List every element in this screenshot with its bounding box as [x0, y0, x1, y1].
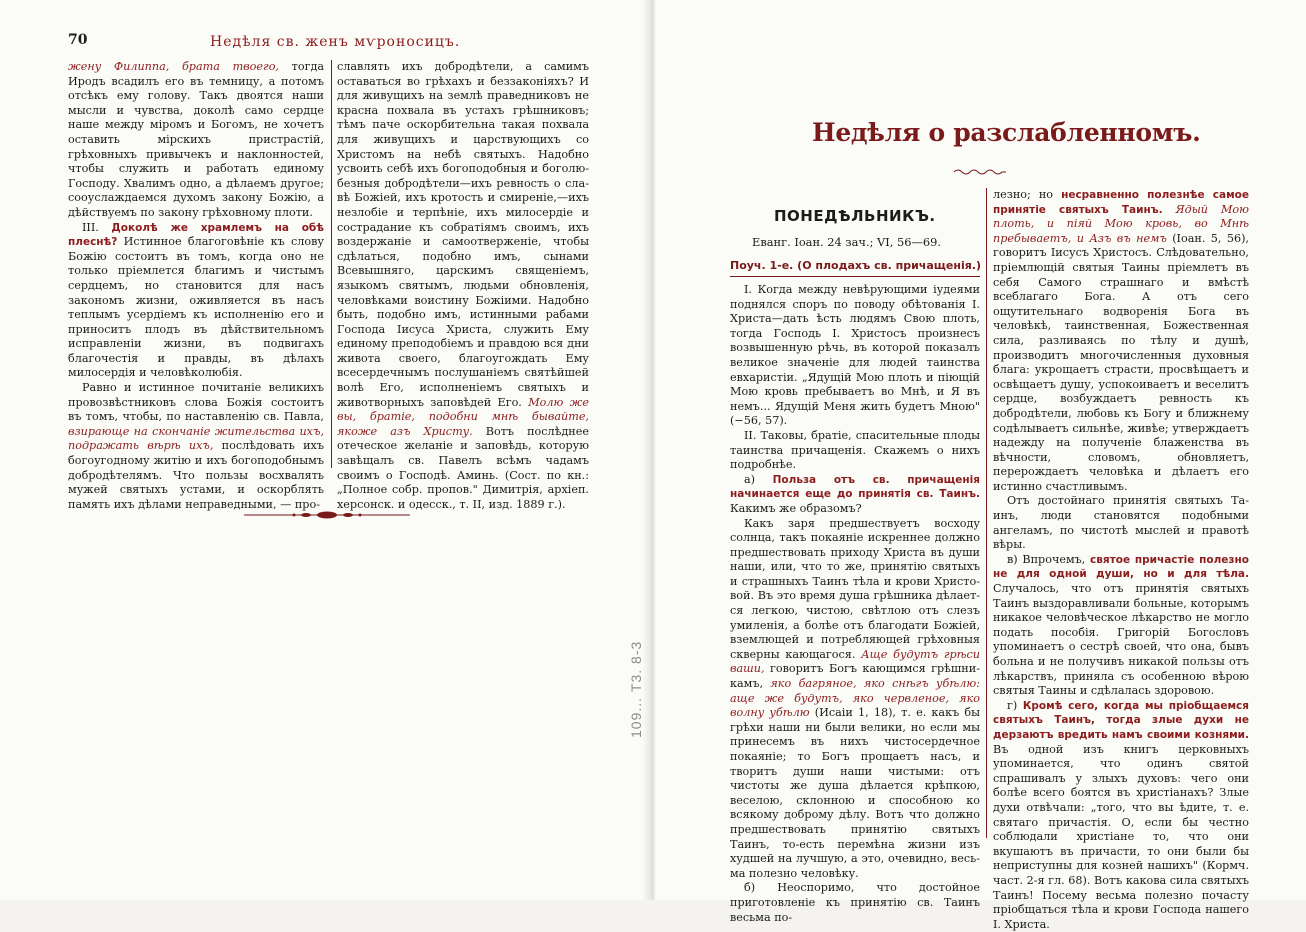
- quote-italic: Аще будутъ грѣси ваши,: [730, 647, 981, 676]
- page-number: 70: [68, 32, 88, 48]
- quote-italic: Ядый Мою плоть, и піяй Мою кровь, во Мнѣ пребываетъ, и Азъ въ немъ: [993, 202, 1249, 245]
- spacer: [1163, 203, 1176, 216]
- paragraph: II. Таковы, братіе, спасительные плоды таинства причащенія. Скажемъ о нихъ подробнѣе.: [730, 428, 980, 472]
- paragraph: [730, 517, 980, 882]
- left-page: [0, 0, 650, 900]
- left-column-1: [68, 60, 324, 512]
- end-ornament: [244, 508, 410, 522]
- quote-italic: Молю же вы, братіе, подобни мнѣ бывайте, якоже азъ Христу.: [337, 395, 589, 438]
- paragraph: [68, 60, 324, 221]
- body-text: г): [1007, 698, 1023, 712]
- body-text: Случалось, что отъ принятія святыхъ Таинъ выздоравливали больные, которымъ никакое человѣческое лѣкарство не могло подать пособія. Григорій Богословъ упоминаетъ о сестрѣ своей, что она, бывъ больна и не получивъ никакой пользы отъ лѣкарствъ, приняла съ особенною вѣрою святыя Таины и сдѣлалась здоровою.: [993, 582, 1249, 698]
- quote-italic: яко багряное, яко снѣгъ убѣлю: аще же будутъ, яко червленое, яко волну убѣлю: [730, 677, 980, 720]
- chapter-title: Недѣля о разслабленномъ.: [812, 118, 1201, 147]
- section-heading: несравненно полезнѣе самое принятіе святыхъ Таинъ.: [993, 189, 1249, 216]
- body-text: лезно; но: [993, 188, 1062, 201]
- running-head: Недѣля св. женъ мѵроносицъ.: [210, 34, 461, 50]
- paragraph: [68, 381, 324, 512]
- body-text: Какимъ же образомъ?: [730, 501, 862, 515]
- body-text: послѣдовать ихъ богоугодному житію и ихъ богоподобнымъ добродѣтелямъ. Что пользы восхвалять мужей святыхъ устами, и оскорблять память ихъ дѣлами неправедными, — про-: [68, 439, 324, 511]
- gospel-reference: Еванг. Іоан. 24 зач.; VI, 56—69.: [752, 235, 941, 249]
- body-text: (Іоан. 5, 56), говоритъ Іисусъ Христосъ. Слѣдовательно, пріемлющій святыя Таины пріемлетъ въ себя Самого страшнаго и вмѣстѣ всеблагаго Бога. А отъ сего ощутительнаго водворенія Бога въ человѣкѣ, таинственная, Божественная сила, разливаясь по тѣлу и душѣ, производитъ многочисленныя духовныя блага: укрощаетъ страсти, просвѣщаетъ и освѣщаетъ душу, успокоиваетъ и веселитъ сердце, возбуждаетъ ревность къ добродѣтели, любовь къ Богу и ближнему содѣлываетъ сильнѣе, живѣе; утверждаетъ надежду на полученіе блаженства въ вѣчности, словомъ, обновляетъ, перерождаетъ человѣка и дѣлаетъ его истинно счастливымъ.: [993, 231, 1249, 493]
- paragraph: Отъ достойнаго принятія святыхъ Таинъ, люди становятся подобными ангеламъ, по чистотѣ мыслей и правотѣ вѣры.: [993, 494, 1249, 552]
- body-text: (Исаіи 1, 18), т. е. какъ бы грѣхи наши ни были велики, но если мы принесемъ въ нихъ чистосердечное покаяніе; то Богъ прощаетъ насъ, и творитъ души наши чистыми: отъ чистоты же душа дѣлается крѣпкою, веселою, склонною и способною ко всякому доброму дѣлу. Вотъ что должно предшествовать принятію святыхъ Таинъ, то-есть перемѣна жизни изъ худшей на лучшую, а это, очевидно, весьма полезно человѣку.: [730, 706, 980, 880]
- paragraph: [993, 188, 1249, 494]
- right-column-2: [993, 188, 1249, 932]
- paragraph: I. Когда между невѣрующими іудеями поднялся споръ по поводу обѣтованія І. Христа—дать ѣсть людямъ Свою плоть, тогда Господь І. Христосъ произнесъ возвышенную рѣчь, въ которой показалъ великое значеніе для людей таинства евхаристіи. „Ядущій Мою плоть и піющій Мою кровь пребываетъ во Мнѣ, и Я въ немъ... Ядущій Меня жить будетъ Мною" (−56, 57).: [730, 283, 980, 428]
- body-text: Равно и истинное почитаніе великихъ провозвѣстниковъ слова Божія состоитъ въ томъ, чтобы, по наставленію св. Павла,: [68, 381, 324, 424]
- section-heading: Доколѣ же храмлемъ на обѣ плеснѣ?: [68, 221, 324, 249]
- body-text: а): [744, 472, 773, 486]
- body-text: Какъ заря предшествуетъ восходу солнца, такъ покаяніе искреннее должно предшествовать приходу Христа въ души наши, или, что то же, принятію святыхъ и страшныхъ Таинъ тѣла и крови Христовой. Въ это время душа грѣшника дѣлается легкою, чистою, свѣтлою отъ слезъ умиленія, а болѣе отъ благодати Божіей, вземлющей и потребляющей грѣховныя скверны кающагося.: [730, 516, 980, 661]
- body-text: говоритъ Богъ кающимся грѣшникамъ,: [730, 662, 980, 691]
- paragraph: [68, 221, 324, 382]
- library-stamp: 109... Т3. 8-3: [628, 640, 644, 738]
- body-text: тогда Иродъ всадилъ его въ темницу, а потомъ отсѣкъ ему голову. Такъ двоятся наши мысли и чувства, доколѣ само сердце наше между міромъ и Богомъ, не хочетъ оставить мірскихъ пристрастій, грѣховныхъ привычекъ и наклонностей, чтобы служить и работать единому Господу. Хвалимъ одно, а дѣлаемъ другое; сооуслаждаемся духомъ закону Божію, а дѣйствуемъ по закону грѣховному плоти.: [68, 60, 325, 219]
- title-flourish: [954, 168, 1006, 176]
- column-rule: [986, 188, 987, 838]
- section-heading: святое причастіе полезно не для одной души, но и для тѣла.: [993, 553, 1249, 581]
- column-rule: [331, 60, 332, 468]
- section-heading: Польза отъ св. причащенія начинается еще до принятія св. Таинъ.: [730, 473, 980, 501]
- body-text: Въ одной изъ книгъ церковныхъ упоминается, что одинъ святой спрашивалъ у злыхъ духовъ: чего они болѣе всего боятся въ христіанахъ? Злые духи отвѣчали: „того, что вы ѣдите, т. е. святаго причастія. О, если бы честно соблюдали христіане то, что они вкушаютъ въ причасти, то они были бы неприступны для козней нашихъ" (Кормч. част. 2-я гл. 68). Вотъ какова сила святыхъ Таинъ! Посему весьма полезно почасту пріобщаться тѣла и крови Господа нашего І. Христа.: [993, 742, 1249, 931]
- left-column-2: [337, 60, 589, 512]
- body-text: в) Впрочемъ,: [1007, 552, 1091, 566]
- body-text: славлять ихъ добродѣтели, а самимъ оставаться во грѣхахъ и беззаконіяхъ? И для живущихъ на землѣ праведниковъ не красна похвала въ устахъ грѣшниковъ; тѣмъ паче оскорбительна такая похвала для живущихъ и царствующихъ со Христомъ на небѣ святыхъ. Надобно усвоить себѣ ихъ богоподобныя и боголюбезныя добродѣтели—ихъ ревность о славѣ Божіей, ихъ кротость и смиреніе,—ихъ незлобіе и терпѣніе, ихъ милосердіе и сострадание къ собратіямъ своимъ, ихъ воздержаніе и самоотверженіе, чтобы сдѣлаться, подобно имъ, сынами Всевышняго, царскимъ священіемъ, языкомъ святымъ, людьми обновленія, человѣками воистину Божіими. Надобно быть, подобно имъ, истинными рабами Господа Іисуса Христа, служить Ему единому преподобіемъ и правдою вся дни живота своего, благоугождать Ему всесердечнымъ послушаніемъ святѣйшей волѣ Его, исполненіемъ святыхъ и животворныхъ заповѣдей Его.: [337, 60, 589, 409]
- body-text: Вотъ послѣднее отеческое желаніе и заповѣдь, которую завѣщалъ св. Павелъ всѣмъ чадамъ своимъ о Господѣ. Аминь. (Сост. по кн.: „Полное собр. пропов." Димитрія, архіеп. херсонск. и одесск., т. II, изд. 1889 г.).: [337, 424, 589, 511]
- paragraph: [993, 553, 1249, 699]
- teaching-title-underline: [730, 276, 980, 277]
- section-heading: Кромѣ сего, когда мы пріобщаемся святыхъ Таинъ, тогда злые духи не дерзаютъ вредить намъ своими кознями.: [993, 699, 1249, 741]
- day-heading: ПОНЕДѢЛЬНИКЪ.: [774, 207, 936, 225]
- paragraph: [993, 699, 1249, 932]
- right-column-1: [730, 283, 980, 925]
- paragraph: б) Неоспоримо, что достойное приготовленіе къ принятію св. Таинъ весьма по-: [730, 881, 980, 924]
- quote-italic: взирающе на скончаніе жительства ихъ, подражать вѣрѣ ихъ,: [68, 424, 324, 453]
- paragraph: [337, 60, 589, 512]
- teaching-title: Поуч. 1-е. (О плодахъ св. причащенія.): [730, 259, 982, 272]
- body-text: Истинное благоговѣніе къ слову Божію состоитъ въ томъ, когда оно не только пріемлется благимъ и чистымъ сердцемъ, но становится для насъ закономъ жизни, оживляется въ насъ теплымъ усердіемъ къ исполненію его и приноситъ плодъ въ дѣйствительномъ исправленіи жизни, въ подвигахъ благочестія и правды, въ дѣлахъ милосердія и человѣколюбія.: [68, 235, 324, 380]
- quote-italic: жену Филиппа, брата твоего,: [68, 60, 279, 73]
- paragraph: [730, 473, 980, 517]
- section-number: III.: [82, 220, 112, 234]
